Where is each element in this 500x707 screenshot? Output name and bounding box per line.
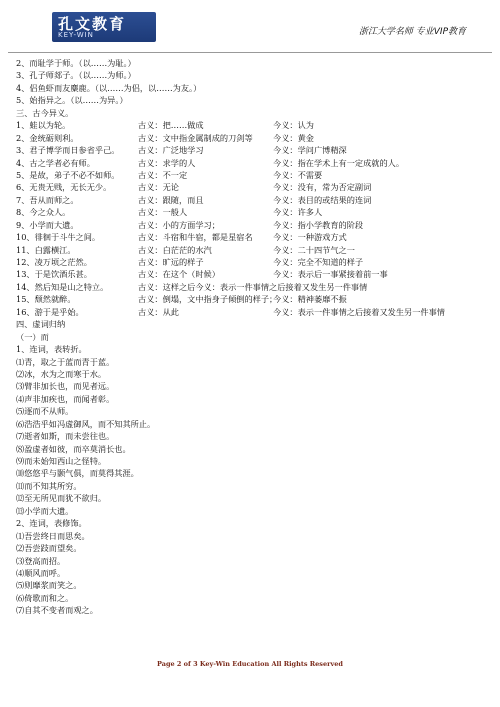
text-line (16, 343, 486, 355)
line-text: 10、徘徊于斗牛之间。 (16, 232, 101, 243)
line-text: （一）而 (16, 331, 49, 342)
text-line (16, 132, 486, 144)
line-text: 6、无贵无贱，无长无少。 (16, 182, 112, 193)
text-line (16, 405, 486, 417)
line-text: 12、凌万顷之茫然。 (16, 257, 92, 267)
line-text: 2、连词，表修饰。 (16, 518, 87, 529)
text-line (16, 592, 486, 604)
text-line (16, 505, 486, 517)
text-line (16, 467, 486, 479)
text-line (16, 194, 486, 206)
text-line (16, 57, 486, 69)
logo (52, 12, 156, 42)
line-text: ⑶臂非加长也，而见者远。 (16, 381, 115, 392)
text-line (16, 567, 486, 579)
text-line (16, 94, 486, 106)
line-text: 7、吾从而师之。 (16, 194, 79, 205)
line-text: ⑸则靡浆而笑之。 (16, 580, 82, 591)
ancient-meaning: 古义：无论 (138, 182, 179, 193)
text-line (16, 604, 486, 616)
text-line (16, 82, 486, 94)
ancient-meaning: 古义：小的方面学习； (138, 219, 220, 230)
line-text: ⑷顺风而呼。 (16, 567, 66, 578)
text-line (16, 231, 486, 243)
text-line (16, 256, 486, 268)
text-line (16, 219, 486, 231)
ancient-meaning: 古义：求学的人 (138, 157, 196, 168)
text-line (16, 169, 486, 181)
line-text: 三、古今异义。 (16, 107, 74, 118)
line-text: 2、而耻学于师。（以……为耻。） (16, 58, 136, 68)
line-text: ⑹倚歌而和之。 (16, 592, 74, 603)
line-text: ⑽悠悠乎与颢气俱，而莫得其涯。 (16, 468, 139, 479)
ancient-meaning: 古义：从此 (138, 306, 179, 317)
text-line (16, 368, 486, 380)
modern-meaning: 今义：一种游戏方式 (273, 232, 347, 243)
text-line (16, 517, 486, 529)
line-text: 1、连词，表转折。 (16, 344, 87, 355)
line-text: ⑴青，取之于蓝而青于蓝。 (16, 356, 115, 367)
text-line (16, 331, 486, 343)
line-text: ⒀小学而大遗。 (16, 505, 74, 516)
line-text: ⑼而未始知西山之怪特。 (16, 456, 107, 466)
ancient-meaning: 古义：跟随，而且 (138, 194, 204, 205)
line-text: 4、侣鱼虾而友麋鹿。（以……为侣，以……为友。） (16, 82, 202, 93)
page-footer: Page 2 of 3 Key-Win Education All Rights Reserved (157, 660, 343, 668)
ancient-meaning: 古义：把……做成 (138, 120, 204, 131)
logo-subtext: KEY-WIN (58, 31, 94, 39)
modern-meaning: 今义：二十四节气之一 (273, 244, 355, 255)
text-line (16, 356, 486, 368)
line-text: ⑹浩浩乎如冯虚御风，而不知其所止。 (16, 418, 156, 429)
line-text: ⑶登高而招。 (16, 555, 66, 566)
line-text: ⑻盈虚者如彼，而卒莫消长也。 (16, 443, 131, 454)
text-line (16, 430, 486, 442)
line-text: 5、是故，弟子不必不如师。 (16, 169, 120, 180)
text-line (16, 268, 486, 280)
text-line (16, 144, 486, 156)
line-text: ⑺逝者如斯，而未尝往也。 (16, 431, 115, 442)
modern-meaning: 今义：没有，常为否定副词 (273, 182, 372, 193)
text-line (16, 380, 486, 392)
text-line (16, 181, 486, 193)
ancient-meaning: 古义：旷远的样子 (138, 257, 204, 267)
text-line (16, 530, 486, 542)
line-text: 15、颓然就醉。 (16, 294, 76, 305)
text-line (16, 455, 486, 467)
line-text: 2、金统砺则利。 (16, 132, 79, 143)
modern-meaning: 今义：表示一件事情之后接着又发生另一件事情 (273, 306, 445, 317)
line-text: 四、虚词归纳 (16, 319, 66, 330)
modern-meaning: 今义：许多人 (273, 207, 323, 218)
page-header (8, 12, 492, 53)
ancient-meaning: 古义：不一定 (138, 169, 188, 180)
ancient-meaning: 古义：这样之后今义：表示一件事情之后接着又发生另一件事情 (138, 281, 368, 292)
line-text: 16、游于是乎始。 (16, 306, 84, 317)
text-line (16, 555, 486, 567)
modern-meaning: 今义：精神萎靡不振 (273, 294, 347, 305)
text-line (16, 119, 486, 131)
text-line (16, 306, 486, 318)
modern-meaning: 今义：学问广博精深 (273, 145, 347, 156)
line-text: ⑿至无所见而犹不欲归。 (16, 493, 107, 504)
line-text: 8、今之众人。 (16, 207, 71, 218)
text-line (16, 443, 486, 455)
line-text: ⑾而不知其所穷。 (16, 480, 82, 491)
ancient-meaning: 古义：斗宿和牛宿，都是星宿名 (138, 232, 253, 243)
text-line (16, 318, 486, 330)
text-line (16, 281, 486, 293)
modern-meaning: 今义：完全不知道的样子 (273, 257, 364, 267)
ancient-meaning: 古义：文中指金属制成的刀剑等 (138, 132, 253, 143)
line-text: ⑴吾尝终日而思矣。 (16, 530, 90, 541)
line-text: 3、孔子师郯子。（以……为师。） (16, 70, 136, 81)
text-line (16, 492, 486, 504)
ancient-meaning: 古义：白茫茫的水汽 (138, 244, 212, 255)
line-text: ⑵吾尝跂而望矣。 (16, 543, 82, 554)
line-text: 14、然后知是山之特立。 (16, 281, 109, 292)
logo-text: 孔文教育 (58, 15, 127, 33)
line-text: 4、古之学者必有师。 (16, 157, 95, 168)
text-line (16, 542, 486, 554)
text-line (16, 579, 486, 591)
text-line (16, 69, 486, 81)
modern-meaning: 今义：表示后一事紧接着前一事 (273, 269, 388, 280)
text-line (16, 157, 486, 169)
modern-meaning: 今义：认为 (273, 120, 314, 131)
text-line (16, 393, 486, 405)
ancient-meaning: 古义：倒塌，文中指身子倾倒的样子； (138, 294, 278, 305)
modern-meaning: 今义：不需要 (273, 169, 323, 180)
text-line (16, 293, 486, 305)
document-body (16, 57, 486, 617)
text-line (16, 206, 486, 218)
text-line (16, 480, 486, 492)
line-text: ⑷声非加疾也，而闻者彰。 (16, 393, 115, 404)
line-text: 9、小学而大遗。 (16, 219, 79, 230)
modern-meaning: 今义：黄金 (273, 132, 314, 143)
line-text: ⑵冰，水为之而寒于水。 (16, 368, 107, 379)
ancient-meaning: 古义：一般人 (138, 207, 188, 218)
ancient-meaning: 古义：在这个（时候） (138, 269, 220, 280)
text-line (16, 244, 486, 256)
ancient-meaning: 古义：广泛地学习 (138, 145, 204, 156)
line-text: ⑺自其不变者而观之。 (16, 605, 98, 616)
modern-meaning: 今义：表目的或结果的连词 (273, 194, 372, 205)
header-tagline: 浙江大学名师 专业VIP教育 (358, 27, 466, 37)
line-text: 1、蛙以为轮。 (16, 120, 71, 131)
modern-meaning: 今义：指在学术上有一定成就的人。 (273, 157, 405, 168)
modern-meaning: 今义：指小学教育的阶段 (273, 219, 364, 230)
line-text: 11、白露横江。 (16, 244, 76, 255)
text-line (16, 107, 486, 119)
line-text: 13、于是饮酒乐甚。 (16, 269, 92, 280)
text-line (16, 418, 486, 430)
line-text: 5、始指异之。（以……为异。） (16, 95, 128, 106)
line-text: ⑸逐而不从师。 (16, 406, 74, 417)
line-text: 3、君子博学而日参省乎己。 (16, 145, 120, 156)
